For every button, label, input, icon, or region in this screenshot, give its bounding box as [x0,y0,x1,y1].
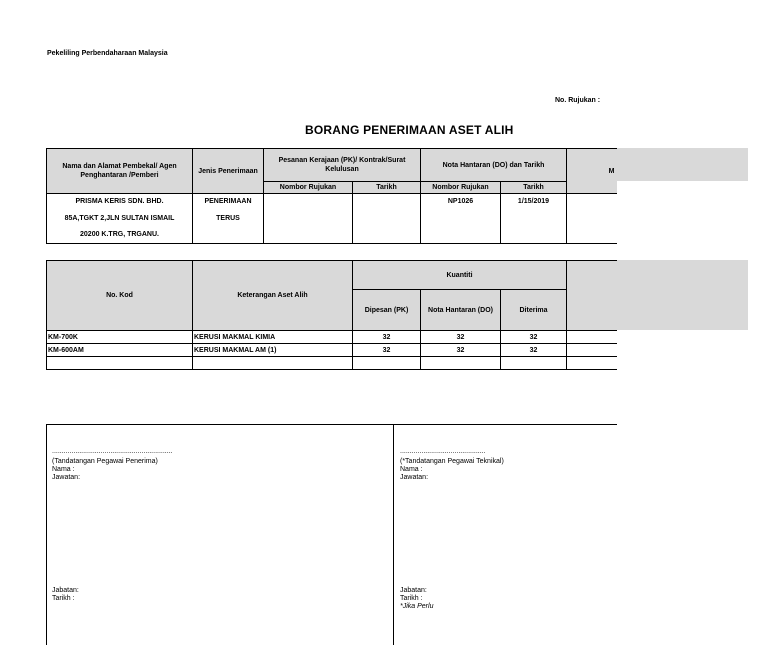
row-received [501,357,567,370]
type-line-1: PENERIMAAN [193,194,264,210]
receiver-position: Jawatan: [52,474,81,481]
receiver-date: Tarikh : [52,595,75,602]
col-qty-header: Kuantiti [353,261,567,290]
row-cut [567,331,617,344]
supplier-line-3: 20200 K.TRG, TRGANU. [47,227,193,244]
do-date: 1/15/2019 [501,194,567,210]
pk-ref-cell [264,194,353,244]
row-code [47,357,193,370]
col-cut-header: M [567,149,617,194]
do-date-empty [501,210,567,244]
row-do: 32 [421,331,501,344]
technical-dept: Jabatan: [400,587,427,594]
receiver-role: (Tandatangan Pegawai Penerima) [52,458,158,465]
table-row [47,357,617,370]
sub-date-2: Tarikh [501,182,567,194]
row-do: 32 [421,344,501,357]
sub-ref-1: Nombor Rujukan [264,182,353,194]
do-ref-empty [421,210,501,244]
signature-line-technical: ............................................ [400,448,486,455]
signature-line-receiver: .............................................................. [52,448,173,455]
row-received: 32 [501,344,567,357]
supplier-line-2: 85A,TGKT 2,JLN SULTAN ISMAIL [47,210,193,227]
row-desc: KERUSI MAKMAL AM (1) [193,344,353,357]
col-desc-header: Keterangan Aset Alih [193,261,353,331]
col-do-header: Nota Hantaran (DO) dan Tarikh [421,149,567,182]
row-do [421,357,501,370]
pk-date-cell [353,194,421,244]
page-title: BORANG PENERIMAAN ASET ALIH [305,123,514,137]
row-code: KM-700K [47,331,193,344]
type-empty [193,227,264,244]
col-type-header: Jenis Penerimaan [193,149,264,194]
technical-role: (*Tandatangan Pegawai Teknikal) [400,458,504,465]
sub-ordered: Dipesan (PK) [353,290,421,331]
type-line-2: TERUS [193,210,264,227]
supplier-line-1: PRISMA KERIS SDN. BHD. [47,194,193,210]
technical-name: Nama : [400,466,423,473]
col-cut-header-2 [567,261,617,331]
cut-cell [567,194,617,244]
sub-date-1: Tarikh [353,182,421,194]
col-code-header: No. Kod [47,261,193,331]
receiver-dept: Jabatan: [52,587,79,594]
row-desc [193,357,353,370]
receiver-name: Nama : [52,466,75,473]
table-row [47,331,617,344]
technical-date: Tarikh : [400,595,423,602]
row-ordered: 32 [353,344,421,357]
col-pk-header: Pesanan Kerajaan (PK)/ Kontrak/Surat Kelulusan [264,149,421,182]
row-ordered [353,357,421,370]
technical-position: Jawatan: [400,474,429,481]
technical-note: *Jika Perlu [400,603,434,610]
row-cut [567,344,617,357]
sub-do: Nota Hantaran (DO) [421,290,501,331]
row-code: KM-600AM [47,344,193,357]
table-row [47,344,617,357]
reference-label: No. Rujukan : [555,97,601,104]
row-received: 32 [501,331,567,344]
row-cut [567,357,617,370]
do-ref: NP1026 [421,194,501,210]
sub-ref-2: Nombor Rujukan [421,182,501,194]
row-desc: KERUSI MAKMAL KIMIA [193,331,353,344]
sub-received: Diterima [501,290,567,331]
supplier-table [46,148,617,244]
row-ordered: 32 [353,331,421,344]
org-header: Pekeliling Perbendaharaan Malaysia [47,50,168,57]
col-supplier-header: Nama dan Alamat Pembekal/ Agen Penghantaran /Pemberi [47,149,193,194]
asset-table [46,260,617,370]
